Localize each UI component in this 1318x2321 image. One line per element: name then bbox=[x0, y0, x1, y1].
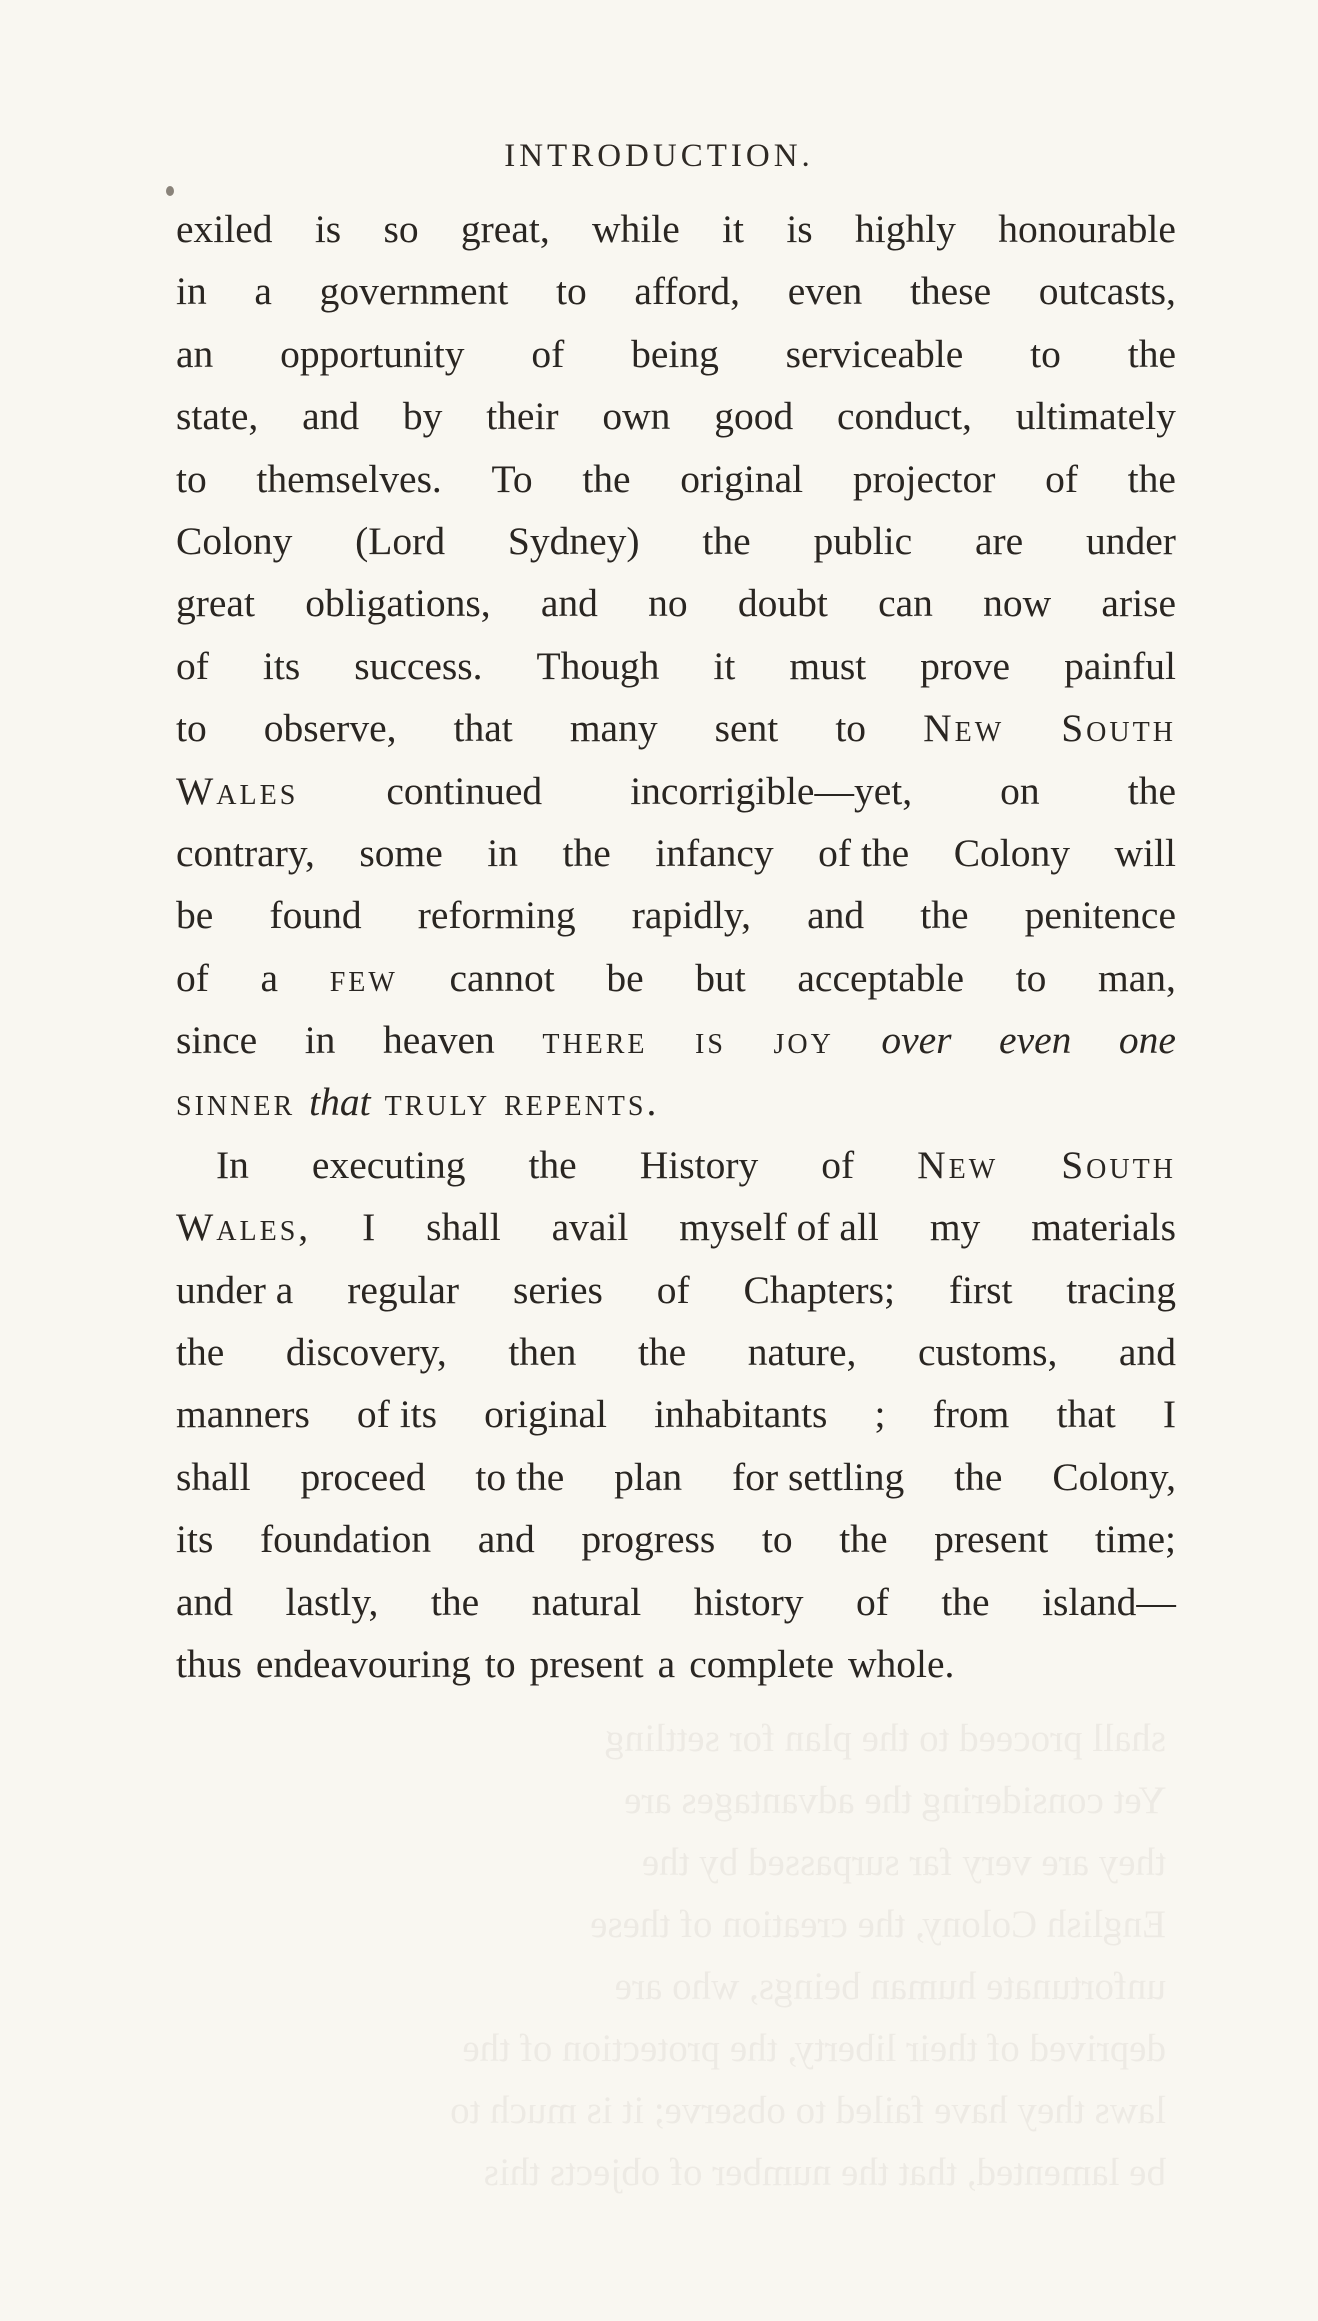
word: Colony, bbox=[1052, 1454, 1176, 1499]
word: their bbox=[486, 394, 559, 439]
word: the bbox=[582, 456, 631, 501]
word: many bbox=[569, 706, 658, 751]
text-line bbox=[176, 1071, 1176, 1133]
word: it bbox=[722, 207, 745, 251]
word: (Lord bbox=[355, 518, 446, 563]
word: Colony bbox=[176, 518, 293, 563]
word: to bbox=[1030, 331, 1061, 376]
word: I bbox=[1162, 1392, 1176, 1437]
word: the bbox=[702, 518, 751, 563]
word: rapidly, bbox=[631, 893, 751, 938]
word: the bbox=[941, 1579, 990, 1624]
word: the bbox=[1127, 456, 1176, 501]
text-line bbox=[176, 572, 1176, 634]
word: now bbox=[983, 581, 1052, 626]
word: ; bbox=[874, 1392, 886, 1437]
word: reforming bbox=[417, 893, 576, 938]
word: painful bbox=[1064, 643, 1176, 688]
word: sinner bbox=[176, 1080, 296, 1125]
word: of bbox=[821, 1142, 855, 1187]
word: sent bbox=[714, 706, 779, 751]
word: to bbox=[484, 1641, 516, 1686]
word: present bbox=[934, 1517, 1049, 1562]
show-through-line: English Colony, the creation of these bbox=[590, 1903, 1166, 1946]
word: first bbox=[948, 1267, 1013, 1312]
word: outcasts, bbox=[1038, 269, 1176, 314]
word: to bbox=[835, 706, 867, 751]
word: a bbox=[657, 1641, 676, 1686]
word: repents. bbox=[504, 1080, 660, 1125]
word: and bbox=[1118, 1330, 1176, 1375]
word: since bbox=[176, 1018, 258, 1063]
word: ultimately bbox=[1015, 394, 1176, 439]
word: of bbox=[1045, 456, 1078, 501]
word: shall bbox=[426, 1205, 501, 1250]
word: lastly, bbox=[285, 1579, 379, 1624]
word: under bbox=[1086, 518, 1176, 563]
word: and bbox=[807, 893, 865, 938]
word: history bbox=[693, 1579, 804, 1624]
word: Chapters; bbox=[743, 1267, 895, 1312]
word: To bbox=[491, 456, 533, 501]
word: conduct, bbox=[837, 394, 972, 439]
word: then bbox=[508, 1330, 577, 1375]
text-line bbox=[176, 1009, 1176, 1071]
show-through-line: Yet considering the advantages are bbox=[624, 1779, 1166, 1822]
word: joy bbox=[773, 1018, 834, 1063]
text-line bbox=[176, 1259, 1176, 1321]
word: good bbox=[714, 394, 794, 439]
ink-speck bbox=[166, 186, 174, 196]
word: are bbox=[974, 518, 1024, 563]
text-line bbox=[176, 448, 1176, 510]
word: South bbox=[1061, 1142, 1176, 1187]
word: whole. bbox=[847, 1641, 955, 1686]
word: great bbox=[176, 581, 255, 626]
word: Sydney) bbox=[507, 518, 640, 563]
word: executing bbox=[311, 1142, 466, 1187]
word: even bbox=[787, 269, 863, 314]
word: will bbox=[1114, 830, 1176, 875]
word: of the bbox=[818, 830, 910, 875]
word: to bbox=[176, 706, 207, 751]
word: heaven bbox=[382, 1018, 495, 1063]
word: Colony bbox=[953, 830, 1071, 875]
word: in bbox=[176, 269, 207, 314]
text-line bbox=[176, 1633, 1176, 1695]
text-line bbox=[176, 1571, 1176, 1633]
word: under a bbox=[176, 1267, 294, 1312]
word: series bbox=[512, 1267, 603, 1312]
word: the bbox=[528, 1142, 577, 1187]
word: even bbox=[999, 1018, 1072, 1063]
word: found bbox=[269, 893, 362, 938]
word: state, bbox=[176, 394, 259, 439]
word: natural bbox=[531, 1579, 642, 1624]
word: to bbox=[1015, 955, 1047, 1000]
word: the bbox=[920, 893, 969, 938]
word: progress bbox=[581, 1517, 716, 1562]
word: it bbox=[713, 643, 736, 688]
word: the bbox=[954, 1454, 1003, 1499]
word: regular bbox=[347, 1267, 460, 1312]
word: History bbox=[639, 1142, 759, 1187]
word: there bbox=[542, 1018, 648, 1063]
word: highly bbox=[854, 207, 956, 251]
word: that bbox=[1056, 1392, 1116, 1437]
word: to bbox=[176, 456, 207, 501]
word: exiled bbox=[176, 207, 273, 251]
word: themselves. bbox=[256, 456, 442, 501]
word: being bbox=[631, 331, 719, 376]
word: over bbox=[881, 1018, 952, 1063]
show-through-line: they are very far surpassed by the bbox=[641, 1841, 1166, 1884]
text-line bbox=[176, 947, 1176, 1009]
text-line bbox=[176, 385, 1176, 447]
word: one bbox=[1118, 1018, 1176, 1063]
word: time; bbox=[1094, 1517, 1176, 1562]
word: myself of all bbox=[679, 1205, 879, 1250]
word: in bbox=[304, 1018, 336, 1063]
word: few bbox=[329, 955, 398, 1000]
word: but bbox=[695, 955, 746, 1000]
word: honourable bbox=[998, 207, 1176, 251]
word: an bbox=[176, 331, 214, 376]
word: the bbox=[637, 1330, 687, 1375]
text-line bbox=[176, 884, 1176, 946]
text-line bbox=[176, 1383, 1176, 1445]
text-line bbox=[176, 510, 1176, 572]
running-head: INTRODUCTION. bbox=[504, 138, 814, 174]
word: tracing bbox=[1066, 1267, 1176, 1312]
word: proceed bbox=[300, 1454, 426, 1499]
word: complete bbox=[689, 1641, 834, 1686]
word: the bbox=[176, 1330, 225, 1375]
word: discovery, bbox=[285, 1330, 447, 1375]
word: the bbox=[562, 830, 611, 875]
word: the bbox=[430, 1579, 480, 1624]
word: great, bbox=[460, 207, 550, 251]
text-line bbox=[176, 760, 1176, 822]
word: New bbox=[923, 706, 1005, 751]
word: arise bbox=[1101, 581, 1176, 626]
word: truly bbox=[384, 1080, 491, 1125]
show-through-text bbox=[176, 1708, 1166, 2204]
text-line bbox=[176, 697, 1176, 759]
text-line bbox=[176, 198, 1176, 260]
word: penitence bbox=[1024, 893, 1176, 938]
text-line bbox=[176, 635, 1176, 697]
word: the bbox=[1127, 331, 1176, 376]
word: original bbox=[680, 456, 804, 501]
word: to the bbox=[475, 1454, 565, 1499]
word: infancy bbox=[655, 830, 774, 875]
word: thus bbox=[176, 1641, 242, 1686]
body-text bbox=[176, 198, 1176, 1695]
word: for settling bbox=[732, 1454, 905, 1499]
text-line bbox=[176, 260, 1176, 322]
word: a bbox=[254, 269, 272, 314]
word: South bbox=[1061, 706, 1176, 751]
word: and bbox=[176, 1579, 234, 1624]
word: avail bbox=[551, 1205, 629, 1250]
word: afford, bbox=[634, 269, 741, 314]
word: endeavouring bbox=[255, 1641, 471, 1686]
word: acceptable bbox=[797, 955, 965, 1000]
word: manners bbox=[176, 1392, 310, 1437]
word: incorrigible—yet, bbox=[630, 768, 913, 813]
word: is bbox=[695, 1018, 726, 1063]
word: some bbox=[359, 830, 443, 875]
text-line bbox=[176, 323, 1176, 385]
word: New bbox=[917, 1142, 999, 1187]
word: foundation bbox=[259, 1517, 432, 1562]
word: and bbox=[302, 394, 360, 439]
word: inhabitants bbox=[654, 1392, 828, 1437]
word: in bbox=[487, 830, 518, 875]
word: obligations, bbox=[305, 581, 491, 626]
word: the bbox=[839, 1517, 888, 1562]
word: shall bbox=[176, 1454, 251, 1499]
word: customs, bbox=[917, 1330, 1058, 1375]
word: that bbox=[309, 1080, 371, 1125]
word: doubt bbox=[737, 581, 828, 626]
word: to bbox=[761, 1517, 793, 1562]
word: can bbox=[878, 581, 933, 626]
show-through-line: be lamented, that the number of objects this bbox=[483, 2151, 1166, 2194]
word: no bbox=[648, 581, 688, 626]
word: be bbox=[606, 955, 644, 1000]
word: is bbox=[786, 207, 813, 251]
word: own bbox=[602, 394, 671, 439]
word: of bbox=[531, 331, 565, 376]
word: by bbox=[402, 394, 443, 439]
word: plan bbox=[614, 1454, 683, 1499]
word: opportunity bbox=[280, 331, 465, 376]
text-line bbox=[176, 1321, 1176, 1383]
word: continued bbox=[386, 768, 543, 813]
word: public bbox=[813, 518, 913, 563]
word: and bbox=[540, 581, 598, 626]
text-line bbox=[176, 1196, 1176, 1258]
word: man, bbox=[1098, 955, 1176, 1000]
word: Though bbox=[536, 643, 660, 688]
word: serviceable bbox=[785, 331, 964, 376]
word: from bbox=[932, 1392, 1010, 1437]
word: that bbox=[453, 706, 513, 751]
word: observe, bbox=[263, 706, 397, 751]
word: to bbox=[555, 269, 587, 314]
word: be bbox=[176, 893, 214, 938]
show-through-line: laws they have failed to observe; it is much to bbox=[450, 2089, 1166, 2132]
word: cannot bbox=[449, 955, 555, 1000]
word: government bbox=[319, 269, 509, 314]
word: of bbox=[656, 1267, 690, 1312]
word: success. bbox=[354, 643, 483, 688]
word: of bbox=[176, 643, 209, 688]
word: present bbox=[529, 1641, 644, 1686]
word: original bbox=[484, 1392, 607, 1437]
word: its bbox=[176, 1517, 214, 1562]
word: projector bbox=[852, 456, 996, 501]
text-line bbox=[176, 1508, 1176, 1570]
word: while bbox=[592, 207, 680, 251]
word: so bbox=[383, 207, 419, 251]
word: contrary, bbox=[176, 830, 315, 875]
word: the bbox=[1127, 768, 1176, 813]
text-line bbox=[176, 822, 1176, 884]
text-line bbox=[176, 1134, 1176, 1196]
word: and bbox=[477, 1517, 535, 1562]
word: a bbox=[260, 955, 279, 1000]
word: Wales bbox=[176, 768, 299, 813]
word: is bbox=[314, 207, 342, 251]
word: of its bbox=[356, 1392, 438, 1437]
word: of bbox=[176, 955, 209, 1000]
show-through-line: deprived of their liberty, the protection of the bbox=[462, 2027, 1166, 2070]
word: my bbox=[929, 1205, 981, 1250]
word: must bbox=[789, 643, 867, 688]
word: on bbox=[1000, 768, 1040, 813]
word: its bbox=[262, 643, 301, 688]
show-through-line: shall proceed to the plan for settling bbox=[604, 1717, 1166, 1760]
word: these bbox=[909, 269, 992, 314]
word: I bbox=[362, 1205, 376, 1250]
word: prove bbox=[920, 643, 1011, 688]
word: In bbox=[216, 1142, 249, 1187]
word: materials bbox=[1031, 1205, 1176, 1250]
word: Wales, bbox=[176, 1205, 312, 1250]
word: nature, bbox=[747, 1330, 857, 1375]
text-line bbox=[176, 1446, 1176, 1508]
word: island— bbox=[1042, 1579, 1176, 1624]
show-through-line: unfortunate human beings, who are bbox=[614, 1965, 1166, 2008]
word: of bbox=[855, 1579, 889, 1624]
